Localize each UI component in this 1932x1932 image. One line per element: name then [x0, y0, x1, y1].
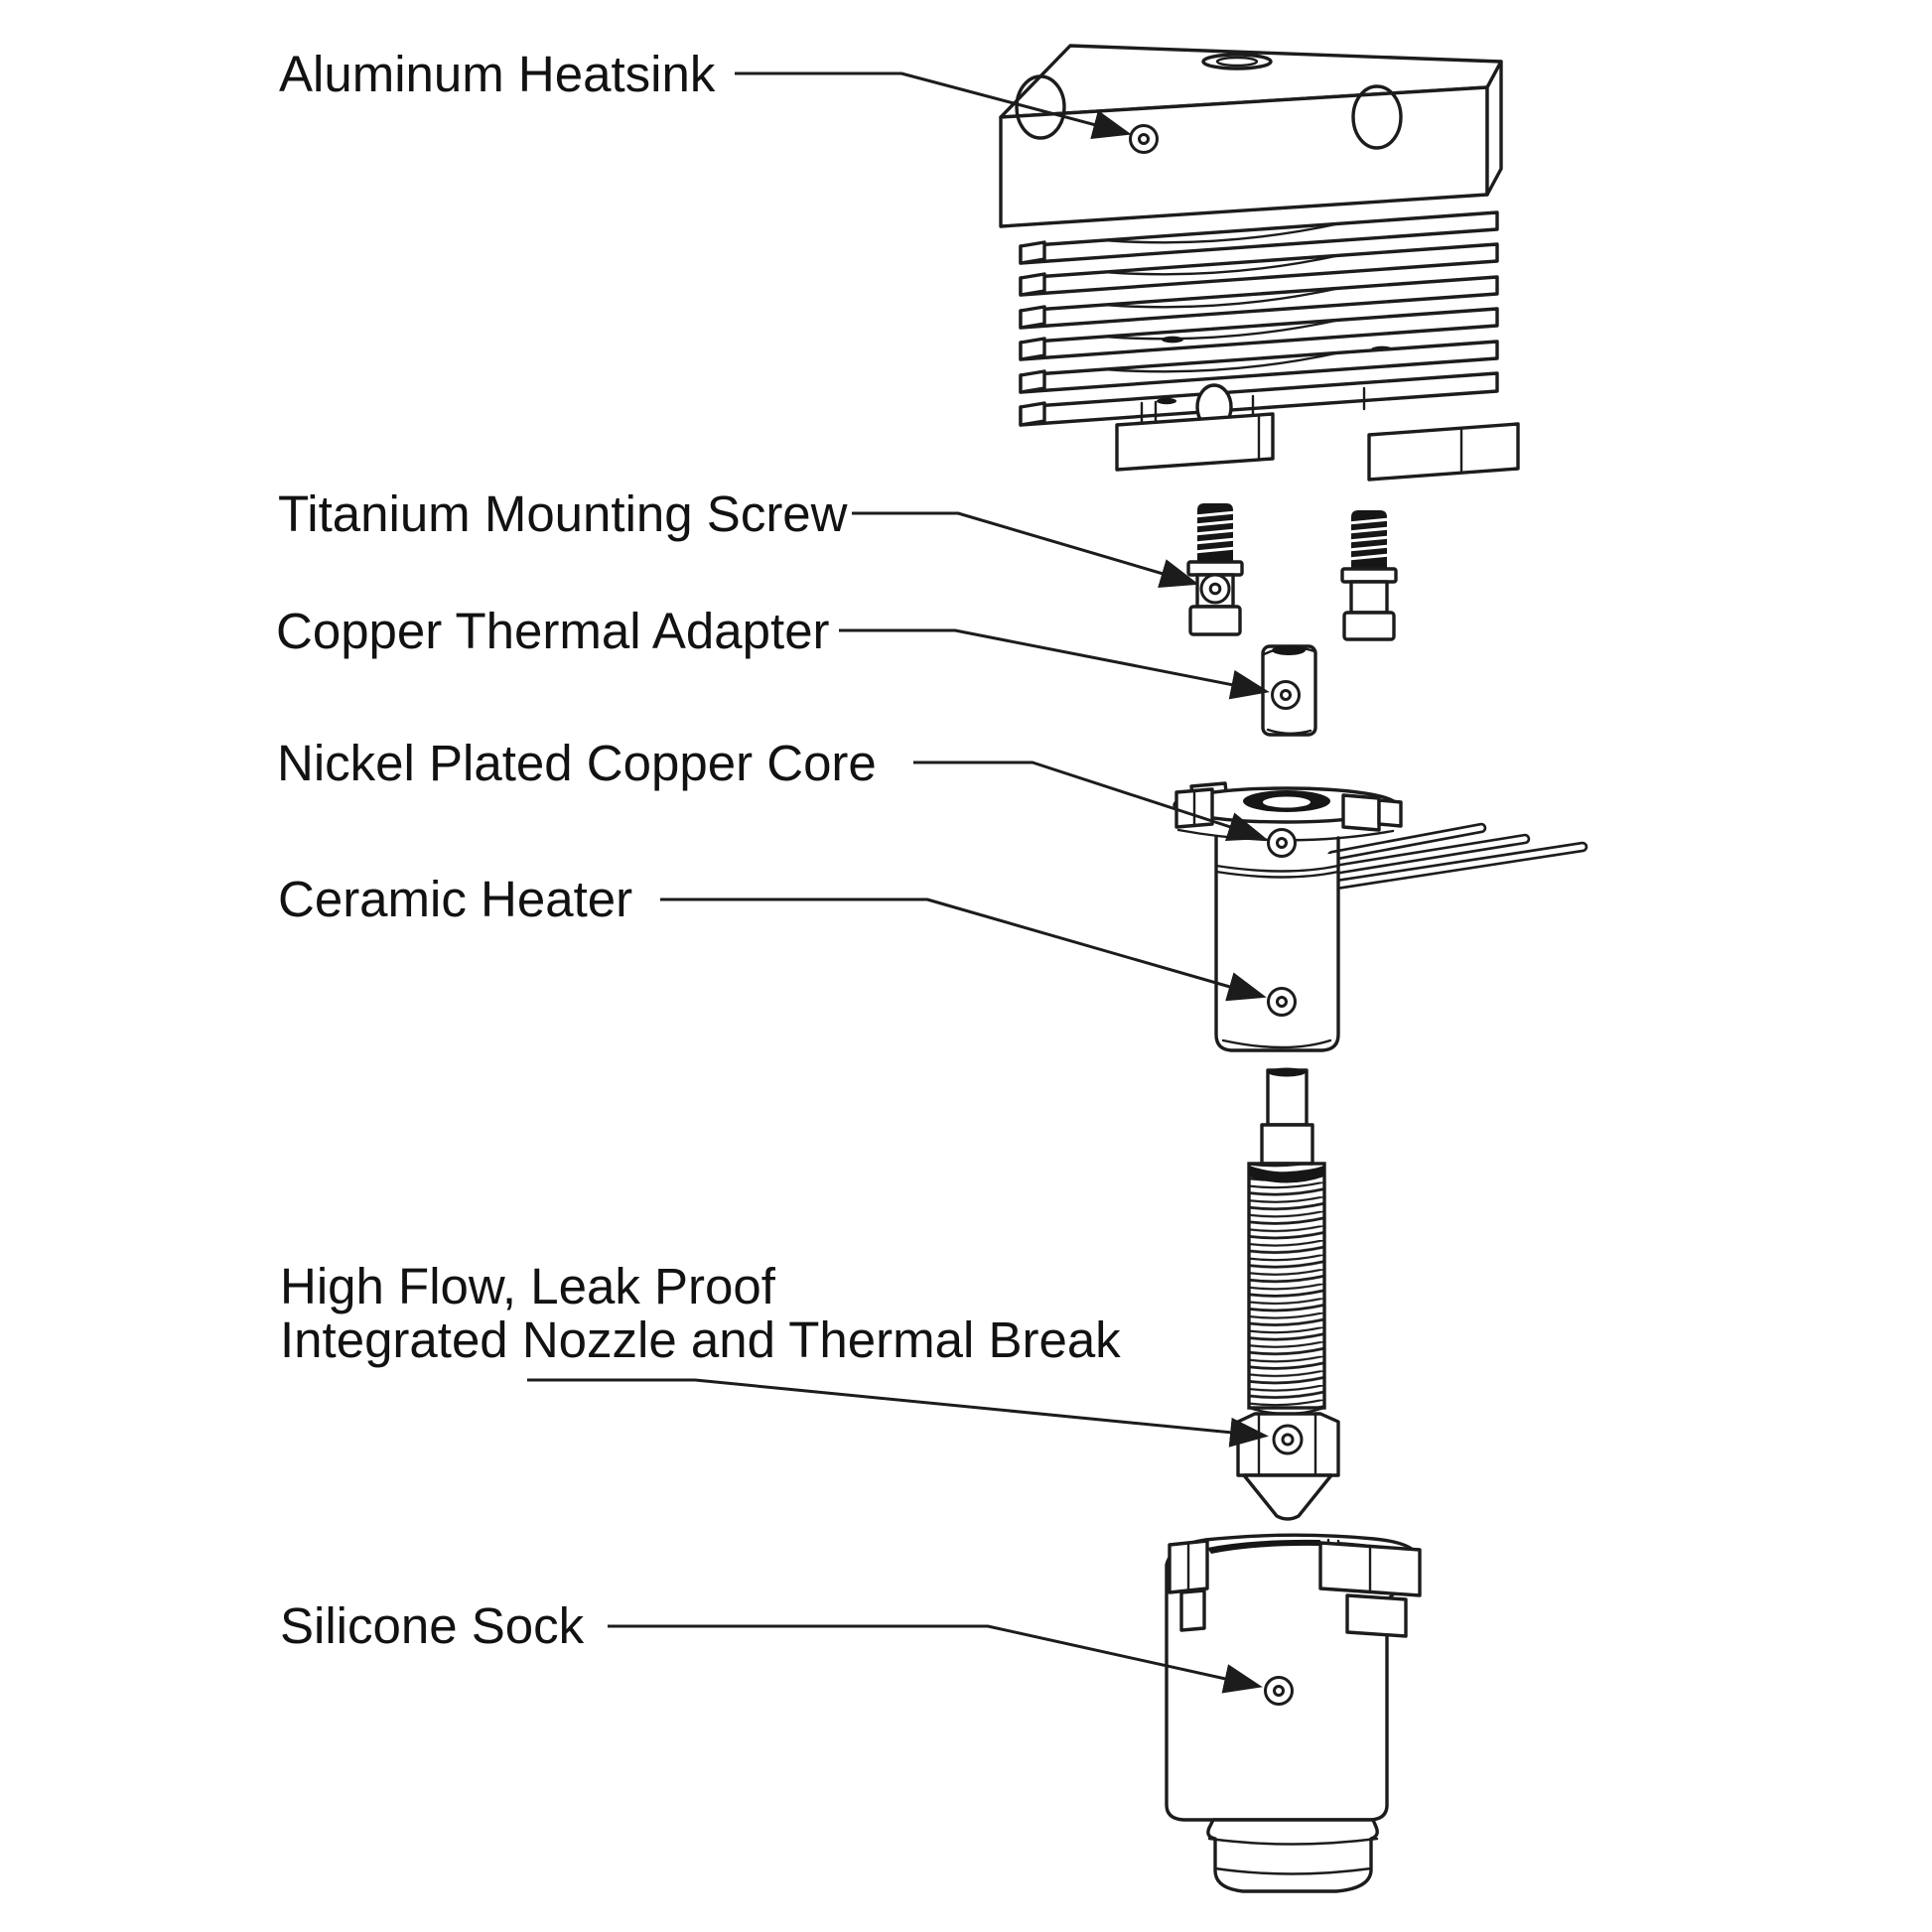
- core-right-tab-small: [1379, 800, 1401, 826]
- core-bore-inner: [1263, 797, 1311, 808]
- nozzle-thread: [1249, 1164, 1324, 1408]
- silicone-sock-drawing: [1167, 1535, 1420, 1891]
- heatsink-right-face: [1487, 62, 1501, 195]
- adapter-bore: [1272, 645, 1306, 655]
- leader-silicone-sock: [608, 1626, 1257, 1686]
- mounting-screw-right: [1342, 510, 1396, 639]
- label-copper-thermal-adapter: Copper Thermal Adapter: [276, 603, 830, 659]
- leader-ceramic-heater: [660, 899, 1261, 996]
- sock-lower-section: [1208, 1820, 1377, 1891]
- label-silicone-sock: Silicone Sock: [280, 1597, 585, 1654]
- nozzle-stem-bore: [1268, 1068, 1306, 1077]
- nozzle-stem-upper: [1268, 1070, 1307, 1125]
- heater-wires: [1332, 828, 1583, 885]
- core-right-tab: [1343, 795, 1379, 830]
- leader-lines: [527, 73, 1302, 1705]
- titanium-mounting-screws-drawing: [1188, 503, 1396, 639]
- screw-base: [1344, 613, 1394, 639]
- screw-body: [1351, 582, 1387, 613]
- screw-flange: [1342, 569, 1396, 582]
- fin-hole: [1157, 398, 1176, 404]
- aluminum-heatsink-drawing: [1001, 46, 1518, 480]
- heatsink-right-foot: [1369, 424, 1518, 480]
- nozzle-stem-lower: [1262, 1125, 1312, 1164]
- label-nozzle-line2: Integrated Nozzle and Thermal Break: [280, 1311, 1121, 1368]
- mounting-screw-left: [1188, 503, 1242, 634]
- leader-nozzle: [527, 1380, 1263, 1436]
- nozzle-tip-cone: [1244, 1475, 1331, 1519]
- heatsink-left-foot: [1117, 414, 1273, 470]
- label-aluminum-heatsink: Aluminum Heatsink: [279, 46, 716, 102]
- screw-flange: [1188, 562, 1242, 575]
- heatsink-fins: [1021, 212, 1518, 480]
- label-ceramic-heater: Ceramic Heater: [278, 871, 633, 927]
- fin-hole: [1162, 337, 1183, 344]
- label-titanium-mounting-screw: Titanium Mounting Screw: [278, 485, 848, 542]
- leader-titanium-mounting-screw: [852, 513, 1193, 583]
- label-nozzle-line1: High Flow, Leak Proof: [280, 1258, 775, 1314]
- label-nickel-plated-copper-core: Nickel Plated Copper Core: [277, 735, 877, 791]
- leader-copper-thermal-adapter: [839, 630, 1264, 691]
- part-labels: [276, 46, 1121, 1654]
- screw-base: [1190, 607, 1240, 634]
- ceramic-heater-body: [1216, 837, 1338, 1050]
- heater-core-drawing: [1174, 783, 1583, 1050]
